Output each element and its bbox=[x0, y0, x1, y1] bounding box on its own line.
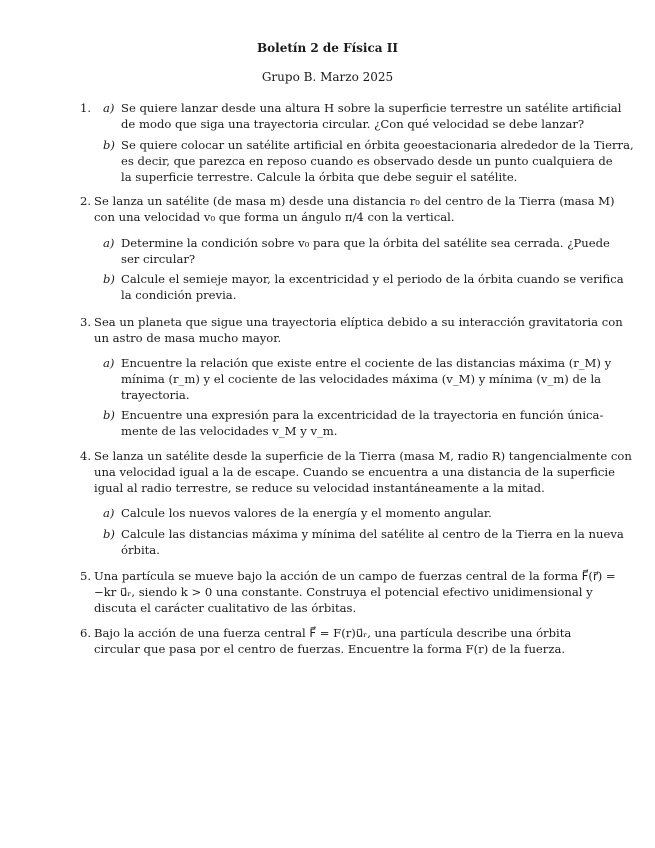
text-line: Se lanza un satélite desde la superficie de la Tierra (masa M, radio R) tangencialmente con bbox=[94, 449, 632, 463]
problem-number: 5. bbox=[80, 569, 92, 583]
text-line: Calcule los nuevos valores de la energía y el momento angular. bbox=[121, 506, 492, 520]
problem-number: 4. bbox=[80, 449, 92, 463]
text-line: es decir, que parezca en reposo cuando es observado desde un punto cualquiera de bbox=[121, 154, 613, 168]
text-line: Bajo la acción de una fuerza central F⃗ = F(r)u⃗ᵣ, una partícula describe una órbita bbox=[94, 626, 572, 640]
part-label: b) bbox=[103, 408, 115, 422]
text-line: Sea un planeta que sigue una trayectoria elíptica debido a su interacción gravitatoria con bbox=[94, 315, 623, 329]
page-title: Boletín 2 de Física II bbox=[257, 41, 398, 55]
part-label: b) bbox=[103, 272, 115, 286]
text-line: Encuentre una expresión para la excentricidad de la trayectoria en función única- bbox=[121, 408, 604, 422]
text-line: trayectoria. bbox=[121, 388, 190, 402]
problem-number: 3. bbox=[80, 315, 92, 329]
text-line: Se quiere colocar un satélite artificial en órbita geoestacionaria alrededor de la Tierra, bbox=[121, 138, 634, 152]
text-line: con una velocidad v₀ que forma un ángulo π/4 con la vertical. bbox=[94, 210, 455, 224]
text-line: Se quiere lanzar desde una altura H sobre la superficie terrestre un satélite artificial bbox=[121, 101, 622, 115]
page-subtitle: Grupo B. Marzo 2025 bbox=[261, 70, 394, 84]
problem-number: 1. bbox=[80, 101, 92, 115]
text-line: la condición previa. bbox=[121, 288, 237, 302]
part-label: b) bbox=[103, 138, 115, 152]
text-line: igual al radio terrestre, se reduce su velocidad instantáneamente a la mitad. bbox=[94, 481, 545, 495]
text-line: −kr u⃗ᵣ, siendo k > 0 una constante. Construya el potencial efectivo unidimensional y bbox=[94, 585, 593, 599]
text-line: Se lanza un satélite (de masa m) desde una distancia r₀ del centro de la Tierra (masa M) bbox=[94, 194, 615, 208]
part-label: a) bbox=[103, 236, 115, 250]
part-label: a) bbox=[103, 506, 115, 520]
problem-number: 6. bbox=[80, 626, 92, 640]
problem-number: 2. bbox=[80, 194, 92, 208]
text-line: Determine la condición sobre v₀ para que la órbita del satélite sea cerrada. ¿Puede bbox=[121, 236, 610, 250]
text-line: mínima (r_m) y el cociente de las velocidades máxima (v_M) y mínima (v_m) de la bbox=[121, 372, 602, 386]
text-line: Una partícula se mueve bajo la acción de un campo de fuerzas central de la forma F⃗(r⃗) = bbox=[94, 569, 616, 583]
text-line: Calcule las distancias máxima y mínima del satélite al centro de la Tierra en la nueva bbox=[121, 527, 624, 541]
text-line: ser circular? bbox=[121, 252, 196, 266]
part-label: a) bbox=[103, 101, 115, 115]
text-line: de modo que siga una trayectoria circular. ¿Con qué velocidad se debe lanzar? bbox=[121, 117, 585, 131]
text-line: Encuentre la relación que existe entre el cociente de las distancias máxima (r_M) y bbox=[121, 356, 612, 370]
part-label: b) bbox=[103, 527, 115, 541]
text-line: mente de las velocidades v_M y v_m. bbox=[121, 424, 338, 438]
text-line: órbita. bbox=[121, 543, 160, 557]
part-label: a) bbox=[103, 356, 115, 370]
text-line: la superficie terrestre. Calcule la órbita que debe seguir el satélite. bbox=[121, 170, 518, 184]
text-line: una velocidad igual a la de escape. Cuando se encuentra a una distancia de la superficie bbox=[94, 465, 615, 479]
text-line: Calcule el semieje mayor, la excentricidad y el periodo de la órbita cuando se verifica bbox=[121, 272, 624, 286]
text-line: discuta el carácter cualitativo de las órbitas. bbox=[94, 601, 357, 615]
text-line: un astro de masa mucho mayor. bbox=[94, 331, 282, 345]
text-line: circular que pasa por el centro de fuerzas. Encuentre la forma F(r) de la fuerza. bbox=[94, 642, 566, 656]
